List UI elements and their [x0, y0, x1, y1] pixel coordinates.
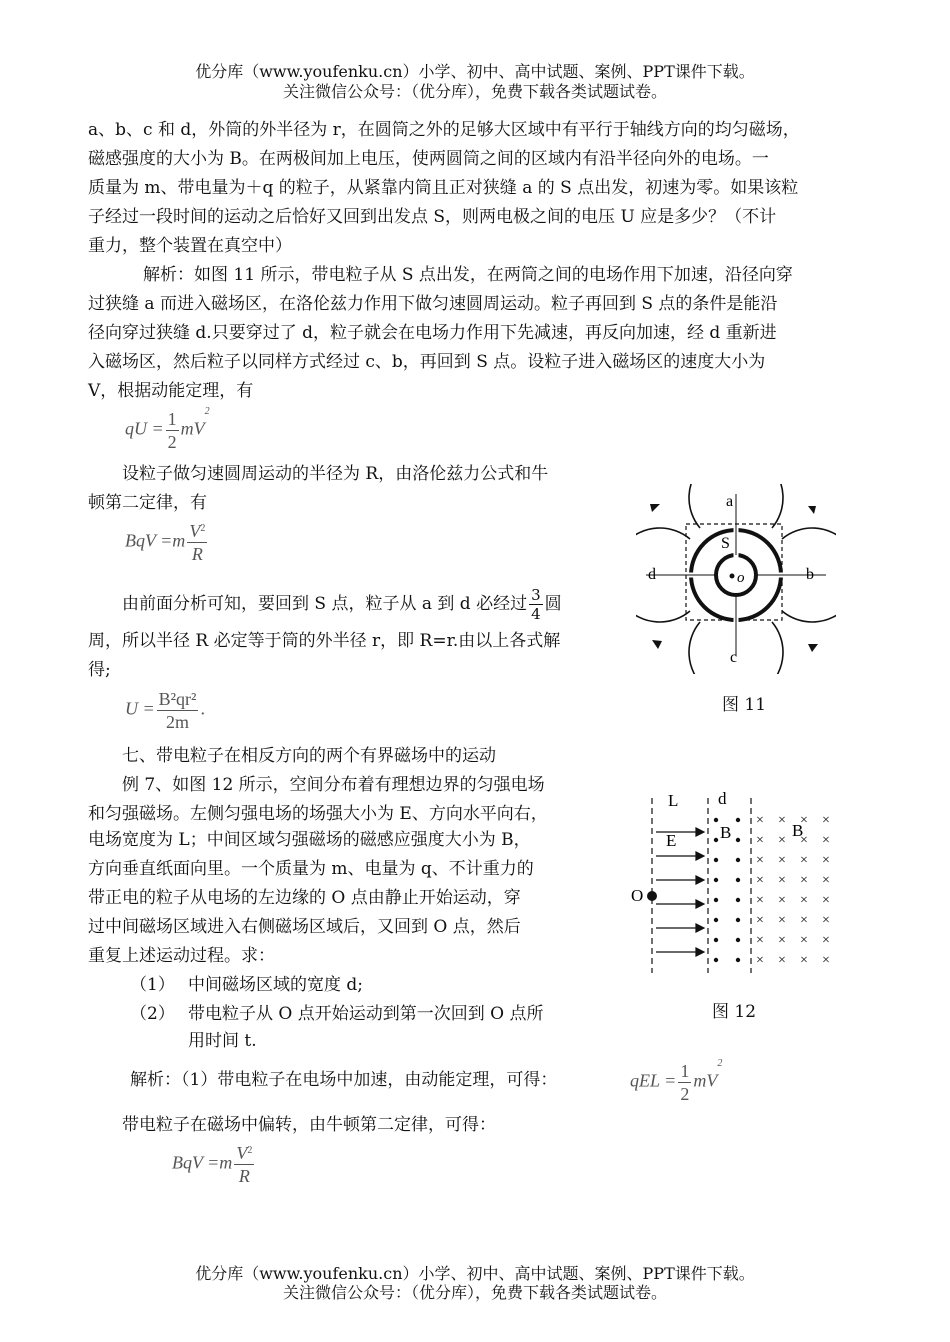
eq-den: 2 [167, 432, 177, 452]
text-line: 入磁场区，然后粒子以同样方式经过 c、b，再回到 S 点。设粒子进入磁场区的速度大小为 [88, 352, 766, 372]
eq-den: R [191, 544, 203, 564]
analysis-line: 解析：（1）带电粒子在电场中加速，由动能定理，可得： [130, 1070, 558, 1090]
eq-rhs: mV [180, 418, 205, 439]
analysis-line: 带电粒子在磁场中偏转，由牛顿第二定律，可得： [122, 1115, 496, 1135]
arrow-head [652, 640, 662, 649]
text-line: V，根据动能定理，有 [88, 381, 254, 401]
field-dot [714, 898, 718, 902]
eq-lhs: BqV =m [125, 530, 186, 551]
field-arrow-head [696, 924, 704, 932]
eq-den: R [238, 1166, 250, 1186]
equation-lorentz [125, 520, 209, 565]
label-d: d [718, 789, 727, 808]
field-cross: × [778, 813, 786, 828]
field-arrow-head [696, 948, 704, 956]
text-line: 顿第二定律，有 [88, 493, 207, 513]
text-line: 得; [88, 660, 111, 680]
field-cross: × [822, 873, 830, 888]
field-cross: × [778, 933, 786, 948]
field-dot [714, 918, 718, 922]
field-cross: × [800, 833, 808, 848]
header-line-2: 关注微信公众号：（优分库），免费下载各类试题试卷。 [282, 82, 667, 101]
text-line: 周，所以半径 R 必定等于筒的外半径 r，即 R=r.由以上各式解 [88, 631, 561, 651]
field-dot [736, 818, 740, 822]
field-dot [736, 838, 740, 842]
particle-origin [647, 891, 657, 901]
eq-exp: 2 [204, 406, 210, 417]
label-c: c [730, 649, 738, 666]
text-line: 过狭缝 a 而进入磁场区，在洛伦兹力作用下做匀速圆周运动。粒子再回到 S 点的条件是能沿 [88, 294, 778, 314]
field-dot [736, 858, 740, 862]
eq-den: 2m [166, 712, 190, 732]
field-dot [736, 918, 740, 922]
field-cross: × [778, 913, 786, 928]
frac-num: 3 [531, 586, 541, 604]
equation-lorentz-2 [172, 1142, 256, 1187]
field-cross: × [756, 933, 764, 948]
field-arrow-head [696, 900, 704, 908]
field-cross: × [800, 913, 808, 928]
field-dot [714, 938, 718, 942]
field-cross: × [822, 893, 830, 908]
question-2-cont: 用时间 t. [188, 1031, 257, 1051]
text-line: 设粒子做匀速圆周运动的半径为 R，由洛伦兹力公式和牛 [122, 464, 549, 484]
center-point [730, 574, 735, 579]
text-line: a、b、c 和 d，外筒的外半径为 r，在圆筒之外的足够大区域中有平行于轴线方向的均匀磁场， [88, 120, 800, 140]
field-cross: × [756, 953, 764, 968]
figure-12 [628, 788, 843, 978]
field-arrow-head [696, 828, 704, 836]
text-line: 和匀强磁场。左侧匀强电场的场强大小为 E、方向水平向右， [88, 804, 548, 824]
arrow-head [808, 644, 818, 652]
label-O: O [631, 886, 644, 905]
header-line-1: 优分库（www.youfenku.cn）小学、初中、高中试题、案例、PPT课件下载。 [195, 62, 755, 81]
eq-lhs: qEL = [630, 1070, 677, 1091]
equation-kinetic-energy [125, 408, 210, 453]
field-cross: × [778, 873, 786, 888]
eq-exp: 2 [717, 1058, 723, 1069]
section-title: 七、带电粒子在相反方向的两个有界磁场中的运动 [122, 746, 496, 766]
text-line: 重力，整个装置在真空中） [88, 236, 292, 256]
field-cross: × [800, 853, 808, 868]
question-2-number: （2） [130, 1004, 175, 1024]
equation-voltage-result [125, 688, 205, 733]
field-cross: × [756, 913, 764, 928]
field-dot [736, 958, 740, 962]
text-line: 带正电的粒子从电场的左边缘的 O 点由静止开始运动，穿 [88, 888, 521, 908]
field-cross: × [778, 833, 786, 848]
frac-den: 4 [531, 605, 541, 623]
field-dot [736, 898, 740, 902]
field-cross: × [756, 853, 764, 868]
question-2: 带电粒子从 O 点开始运动到第一次回到 O 点所 [188, 1004, 544, 1024]
label-s: S [721, 535, 730, 552]
field-dot [714, 818, 718, 822]
eq-lhs: qU = [125, 418, 164, 439]
inner-cylinder [716, 555, 756, 595]
field-cross: × [778, 893, 786, 908]
eq-lhs: BqV =m [172, 1152, 233, 1173]
field-dot [714, 838, 718, 842]
text-segment: 由前面分析可知，要回到 S 点，粒子从 a 到 d 必经过 [122, 594, 528, 614]
eq-rhs: mV [693, 1070, 718, 1091]
field-cross: × [822, 953, 830, 968]
label-L: L [668, 791, 679, 810]
text-line: 质量为 m、带电量为＋q 的粒子，从紧靠内筒且正对狭缝 a 的 S 点出发，初速为零。如果该粒 [88, 178, 799, 198]
arrow-head [808, 506, 816, 514]
text-line: 过中间磁场区域进入右侧磁场区域后，又回到 O 点，然后 [88, 917, 521, 937]
field-cross: × [800, 873, 808, 888]
field-cross: × [756, 813, 764, 828]
text-line: 方向垂直纸面向里。一个质量为 m、电量为 q、不计重力的 [88, 859, 534, 879]
eq-den: 2 [680, 1084, 690, 1104]
equation-field-energy [630, 1060, 722, 1105]
label-b: b [806, 566, 814, 583]
field-cross: × [778, 853, 786, 868]
eq-tail: . [200, 698, 205, 719]
question-1: 中间磁场区域的宽度 d; [188, 975, 364, 995]
label-o: o [737, 570, 745, 586]
eq-num: B²qr² [158, 689, 197, 709]
field-cross: × [756, 873, 764, 888]
text-line: 磁感强度的大小为 B。在两极间加上电压，使两圆筒之间的区域内有沿半径向外的电场。一 [88, 149, 769, 169]
field-cross: × [800, 813, 808, 828]
field-cross: × [822, 853, 830, 868]
eq-num-exp: 2 [247, 1145, 253, 1156]
field-cross: × [800, 953, 808, 968]
field-dot [736, 878, 740, 882]
figure-12-caption: 图 12 [712, 1002, 757, 1022]
field-arrow-head [696, 876, 704, 884]
field-cross: × [800, 933, 808, 948]
eq-num: V [189, 521, 201, 541]
field-cross: × [822, 933, 830, 948]
eq-num: V [236, 1143, 248, 1163]
text-line: 例 7、如图 12 所示，空间分布着有理想边界的匀强电场 [122, 775, 545, 795]
label-B1: B [720, 823, 732, 842]
label-d: d [648, 566, 656, 583]
field-dot [714, 958, 718, 962]
field-cross: × [822, 813, 830, 828]
text-line: 重复上述运动过程。求： [88, 946, 275, 966]
footer-line-1: 优分库（www.youfenku.cn）小学、初中、高中试题、案例、PPT课件下载。 [195, 1264, 755, 1283]
eq-num-exp: 2 [200, 523, 206, 534]
figure-11-caption: 图 11 [722, 695, 767, 715]
field-arrow-head [696, 852, 704, 860]
arrow-head [650, 504, 660, 512]
text-line [122, 586, 562, 623]
text-line: 解析：如图 11 所示，带电粒子从 S 点出发，在两筒之间的电场作用下加速，沿径向穿 [143, 265, 793, 285]
label-B2: B [792, 821, 804, 840]
field-dot [714, 878, 718, 882]
question-1-number: （1） [130, 975, 175, 995]
label-E: E [666, 831, 677, 850]
field-dot [714, 858, 718, 862]
text-line: 径向穿过狭缝 d.只要穿过了 d，粒子就会在电场力作用下先减速，再反向加速，经 d 重新进 [88, 323, 777, 343]
field-cross: × [800, 893, 808, 908]
figure-11 [636, 484, 836, 674]
label-a: a [726, 493, 734, 510]
field-cross: × [822, 913, 830, 928]
eq-num: 1 [680, 1061, 690, 1081]
field-cross: × [778, 953, 786, 968]
text-line: 电场宽度为 L；中间区域匀强磁场的磁感应强度大小为 B， [88, 830, 531, 850]
eq-num: 1 [167, 409, 177, 429]
footer-line-2: 关注微信公众号：（优分库），免费下载各类试题试卷。 [282, 1283, 667, 1302]
eq-lhs: U = [125, 698, 155, 719]
field-dot [736, 938, 740, 942]
field-cross: × [756, 893, 764, 908]
text-segment: 圆 [544, 594, 562, 614]
text-line: 子经过一段时间的运动之后恰好又回到出发点 S，则两电极之间的电压 U 应是多少？（不计 [88, 207, 777, 227]
field-cross: × [822, 833, 830, 848]
field-cross: × [756, 833, 764, 848]
